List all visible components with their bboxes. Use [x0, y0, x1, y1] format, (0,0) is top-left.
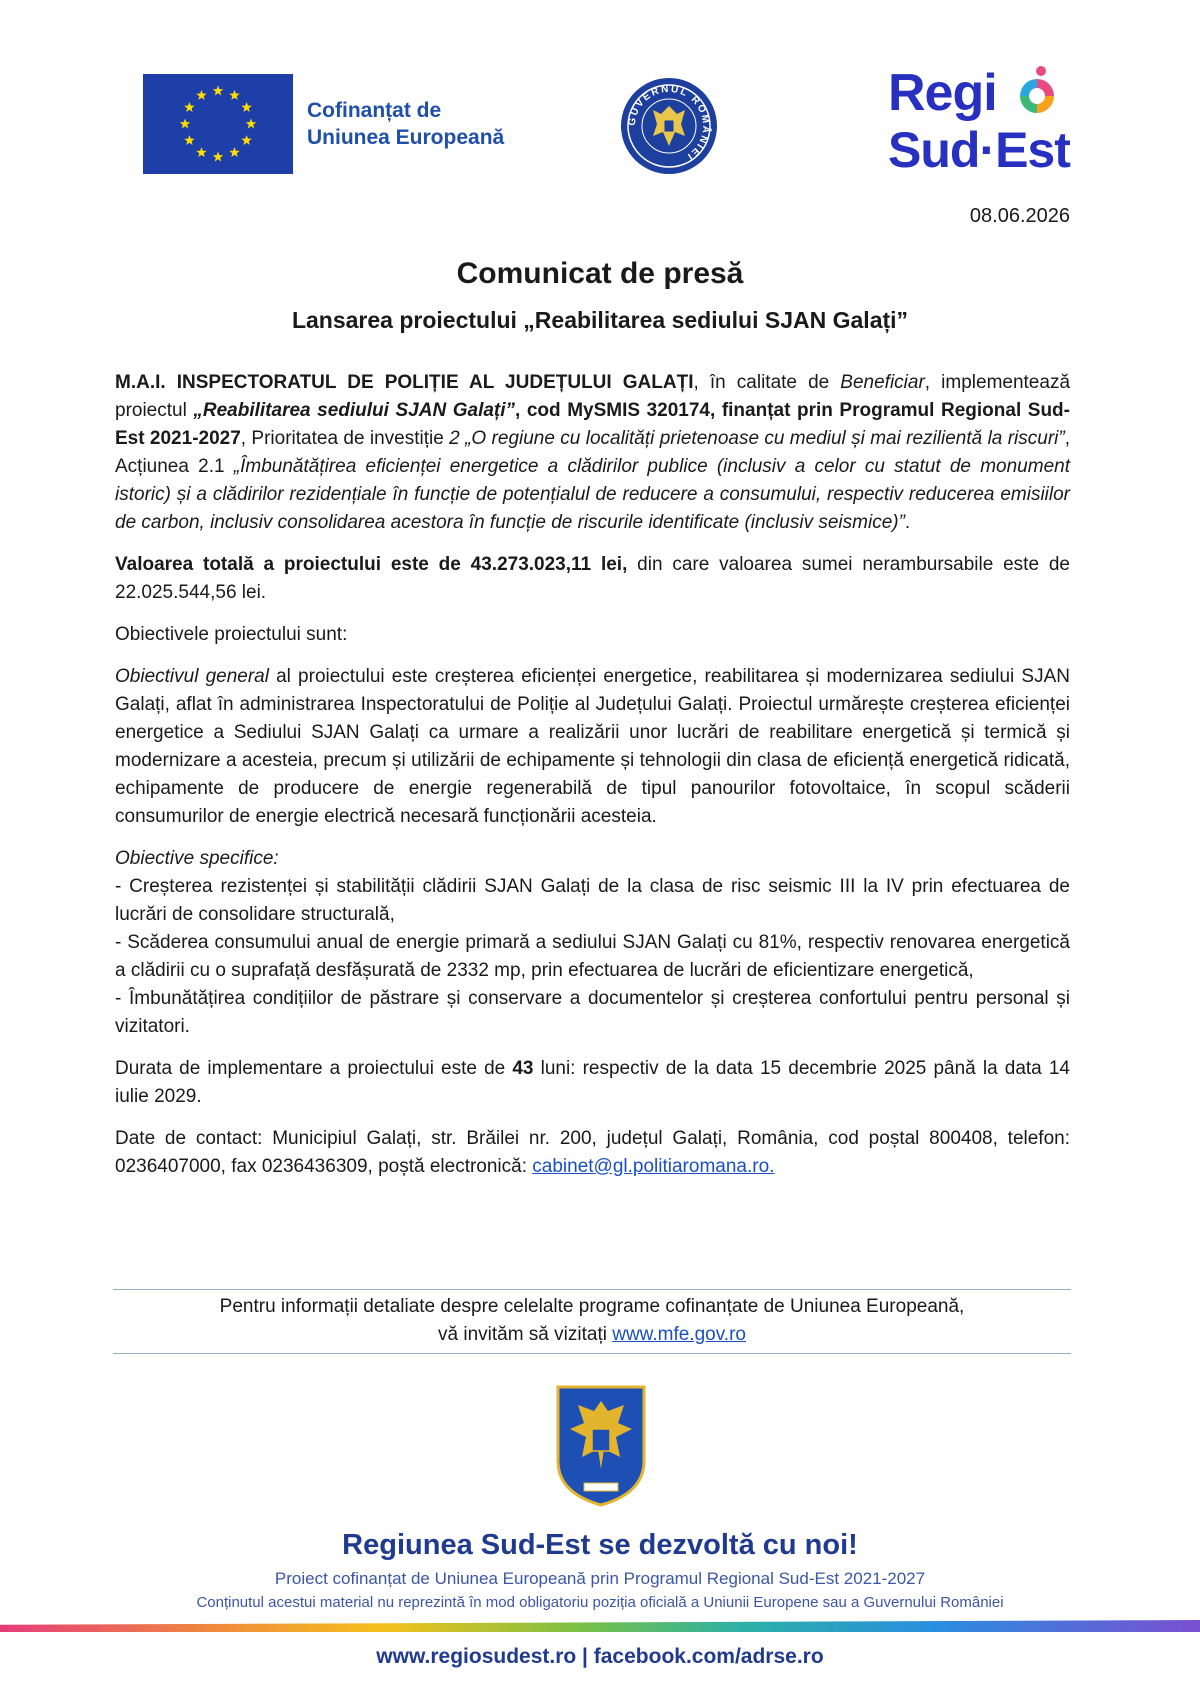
eu-star-icon	[229, 147, 239, 157]
intro-text-2: , implementează proiectul	[115, 372, 1071, 421]
sud-est-logo-word: Sud·Est	[888, 122, 1070, 178]
eu-star-icon	[246, 119, 256, 129]
eu-star-icon	[184, 102, 194, 112]
footer-slogan: Regiunea Sud-Est se dezvoltă cu noi!	[342, 1529, 858, 1561]
info-box	[113, 1289, 1071, 1354]
eu-star-icon	[196, 90, 206, 100]
eu-flag-icon	[143, 74, 293, 174]
specific-objectives-label: Obiective specifice:	[115, 848, 279, 869]
header	[0, 0, 1200, 200]
investment-priority: 2 „O regiune cu localități prietenoase cu mediul și mai rezilientă la riscuri”	[449, 428, 1065, 449]
general-objective-text: al proiectului este creșterea eficienței energetice, reabilitarea și modernizarea sediului SJAN Galați, aflat în administrarea Inspectoratului de Poliție al Județului Galați. Proiectul urmărește creșterea eficienței energetice a Sediului SJAN Galați ca urmare a realizării unor lucrări de reabilitare energetică și termică și modernizare a acesteia, precum și utilizării de echipamente și tehnologii din clasa de eficiență energetică ridicată, echipamente de producere de energie regenerabilă de tipul panourilor fotovoltaice, în scopul scăderii consumurilor de energie electrică necesară funcționării acesteia.	[115, 666, 1070, 827]
page-subtitle: Lansarea proiectului „Reabilitarea sediului SJAN Galați”	[291, 307, 909, 333]
page-title: Comunicat de presă	[456, 257, 744, 290]
project-code-funding: , cod MySMIS 320174, finanțat prin Programul Regional Sud-Est 2021-2027	[115, 400, 1070, 449]
regio-logo-word: Regi	[888, 64, 997, 122]
general-objective-paragraph	[115, 663, 1070, 831]
regio-ring-icon	[1020, 79, 1054, 113]
value-paragraph	[115, 551, 1070, 607]
intro-end: .	[904, 512, 911, 533]
romanian-government-seal-icon	[619, 74, 719, 178]
eu-cofinancing-caption	[307, 97, 504, 151]
contact-paragraph	[115, 1125, 1070, 1181]
eu-caption-line1: Cofinanțat de	[307, 99, 442, 122]
general-objective-label: Obiectivul general	[115, 666, 269, 687]
intro-text-4: , Acțiunea 2.1	[115, 428, 1070, 477]
list-item: - Îmbunătățirea condițiilor de păstrare și conservare a documentelor și creșterea confortului pentru personal și vizitatori.	[115, 988, 1070, 1037]
eu-caption-line2: Uniunea Europeană	[307, 126, 505, 149]
beneficiary-name: M.A.I. INSPECTORATUL DE POLIȚIE AL JUDEȚULUI GALAȚI	[115, 372, 694, 393]
document-date: 08.06.2026	[969, 205, 1070, 227]
footer-disclaimer: Conținutul acestui material nu reprezintă în mod obligatoriu poziția oficială a Uniunii Europene sau a Guvernului României	[196, 1594, 1004, 1611]
intro-paragraph	[115, 369, 1070, 537]
gov-seal-text: GUVERNUL ROMÂNIEI	[626, 83, 712, 163]
info-line2	[113, 1321, 1071, 1349]
project-name: „Reabilitarea sediului SJAN Galați”	[193, 400, 516, 421]
total-value: Valoarea totală a proiectului este de 43.273.023,11 lei,	[115, 554, 628, 575]
eu-star-icon	[184, 135, 194, 145]
info-line2-text: vă invităm să vizitați	[438, 1324, 613, 1345]
duration-paragraph	[115, 1055, 1070, 1111]
eu-star-icon	[229, 90, 239, 100]
duration-text-before: Durata de implementare a proiectului este de	[115, 1058, 513, 1079]
contact-email-link[interactable]: cabinet@gl.politiaromana.ro.	[532, 1156, 775, 1177]
info-line1: Pentru informații detaliate despre celelalte programe cofinanțate de Uniunea Europeană,	[219, 1296, 965, 1317]
press-release-body	[115, 369, 1070, 1195]
regio-ring-dot-icon	[1036, 66, 1046, 76]
specific-objectives	[115, 845, 1070, 1041]
footer-links[interactable]: www.regiosudest.ro | facebook.com/adrse.ro	[376, 1645, 824, 1668]
duration-text-after: luni: respectiv de la data 15 decembrie 2025 până la data 14 iulie 2029.	[115, 1058, 1070, 1107]
eu-star-icon	[241, 102, 251, 112]
list-item: - Creșterea rezistenței și stabilității clădirii SJAN Galați de la clasa de risc seismic III la IV prin efectuarea de lucrări de consolidare structurală,	[115, 876, 1070, 925]
eu-star-icon	[213, 152, 223, 162]
eu-star-icon	[213, 86, 223, 96]
beneficiary-role: Beneficiar	[840, 372, 925, 393]
eu-star-icon	[180, 119, 190, 129]
list-item: - Scăderea consumului anual de energie primară a sediului SJAN Galați cu 81%, respectiv renovarea energetică a clădirii cu o suprafață desfășurată de 2332 mp, prin efectuarea de lucrări de eficientizare energetică,	[115, 932, 1070, 981]
mfe-website-link[interactable]: www.mfe.gov.ro	[612, 1324, 746, 1345]
regio-sud-est-logo	[888, 65, 1068, 180]
footer-rainbow-divider	[0, 1620, 1200, 1632]
intro-text-1: , în calitate de	[693, 372, 841, 393]
police-crest-icon	[554, 1383, 648, 1509]
intro-text-3: , Prioritatea de investiție	[240, 428, 450, 449]
eu-star-icon	[241, 135, 251, 145]
footer-cofinancing-note: Proiect cofinanțat de Uniunea Europeană prin Programul Regional Sud-Est 2021-2027	[274, 1569, 926, 1588]
contact-details: Date de contact: Municipiul Galați, str. Brăilei nr. 200, județul Galați, România, cod poștal 800408, telefon: 0236407000, fax 0236436309, poștă electronică:	[115, 1128, 1070, 1177]
duration-months: 43	[512, 1058, 534, 1079]
action-description: „Îmbunătățirea eficienței energetice a clădirilor publice (inclusiv a celor cu statut de monument istoric) și a clădirilor rezidențiale în funcție de potențialul de reducere a consumului, respectiv reducerea emisiilor de carbon, inclusiv consolidarea acestora în funcție de riscurile identificate (inclusiv seismice)”	[115, 456, 1070, 533]
eu-star-icon	[196, 147, 206, 157]
non-refundable-value: din care valoarea sumei nerambursabile este de 22.025.544,56 lei.	[115, 554, 1070, 603]
objectives-heading: Obiectivele proiectului sunt:	[115, 624, 348, 645]
titles	[0, 255, 1200, 335]
